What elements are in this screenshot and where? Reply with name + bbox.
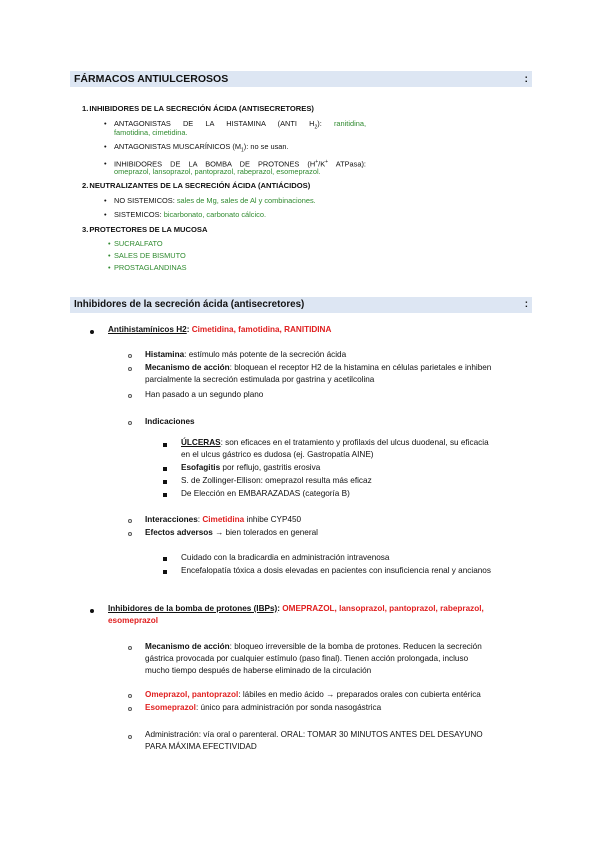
- antih2-segundo-plano: Han pasado a un segundo plano: [145, 390, 264, 399]
- bullet-square-icon: [163, 443, 167, 447]
- ibp-administracion: Administración: vía oral o parenteral. ORAL: TOMAR 30 MINUTOS ANTES DEL DESAYUNO: [145, 730, 483, 739]
- antih2-adversos: Efectos adversos → bien tolerados en general: [145, 528, 318, 537]
- outline-item-muscarinicos: • ANTAGONISTAS MUSCARÍNICOS $(M_1)$: no se usan.: [104, 142, 289, 154]
- bullet-circle-icon: [128, 707, 132, 711]
- bullet-circle-icon: [128, 367, 132, 371]
- bullet-square-icon: [163, 570, 167, 574]
- outline-item-anti-h2-drugs: famotidina, cimetidina.: [114, 128, 188, 137]
- bullet-circle-icon: [128, 394, 132, 398]
- ibp-mecanismo-cont: mucho tiempo después de haberse eliminado de la circulación: [145, 666, 372, 675]
- bullet-square-icon: [163, 467, 167, 471]
- section-title: FÁRMACOS ANTIULCEROSOS: [74, 73, 229, 85]
- outline-item-ibp: • INHIBIDORES DE LA BOMBA DE PROTONES (H+/K+ ATPasa):: [104, 159, 366, 169]
- bullet-square-icon: [163, 493, 167, 497]
- antih2-heading: Antihistamínicos H2: Cimetidina, famotidina, RANITIDINA: [108, 325, 332, 334]
- bullet-circle-icon: [128, 421, 132, 425]
- ibp-heading-cont: esomeprazol: [108, 616, 159, 625]
- list-item: • SALES DE BISMUTO: [108, 251, 186, 260]
- indicacion-ulceras-cont: en el ulcus gástrico es dudosa (ej. Gastropatía AINE): [181, 450, 374, 459]
- antih2-histamina: Histamina: estímulo más potente de la secreción ácida: [145, 350, 347, 359]
- bullet-circle-icon: [128, 735, 132, 739]
- antih2-mecanismo: Mecanismo de acción: bloquean el receptor H2 de la histamina en células parietales e inhiben: [145, 363, 492, 372]
- ibp-administracion-cont: PARA MÁXIMA EFECTIVIDAD: [145, 742, 257, 751]
- bullet-circle-icon: [128, 532, 132, 536]
- section-header-farmacos: [70, 71, 532, 87]
- outline-item-anti-h2: • ANTAGONISTAS DE LA HISTAMINA (ANTI $H_2$): ranitidina,: [104, 119, 366, 131]
- bullet-square-icon: [163, 480, 167, 484]
- outline-item-ibp-drugs: omeprazol, lansoprazol, pantoprazol, rabeprazol, esomeprazol.: [114, 167, 321, 176]
- ibp-esomeprazol: Esomeprazol: único para administración por sonda nasogástrica: [145, 703, 382, 712]
- indicacion-embarazadas: De Elección en EMBARAZADAS (categoría B): [181, 489, 350, 498]
- section-title: Inhibidores de la secreción ácida (antisecretores): [74, 299, 305, 310]
- adverso-bradicardia: Cuidado con la bradicardia en administración intravenosa: [181, 553, 390, 562]
- ibp-heading: Inhibidores de la bomba de protones (IBPs): OMEPRAZOL, lansoprazol, pantoprazol, rabeprazol,: [108, 604, 484, 613]
- section-colon: :: [524, 299, 528, 310]
- list-item: • PROSTAGLANDINAS: [108, 263, 187, 272]
- bullet-dot-icon: [90, 609, 94, 613]
- bullet-circle-icon: [128, 354, 132, 358]
- bullet-circle-icon: [128, 694, 132, 698]
- outline-item-no-sistemicos: • NO SISTEMICOS: sales de Mg, sales de Al y combinaciones.: [104, 196, 316, 205]
- ibp-mecanismo: Mecanismo de acción: bloqueo irreversible de la bomba de protones. Reducen la secreción: [145, 642, 482, 651]
- list-item: • SUCRALFATO: [108, 239, 163, 248]
- bullet-square-icon: [163, 557, 167, 561]
- ibp-omeprazol: Omeprazol, pantoprazol: lábiles en medio ácido → preparados orales con cubierta entérica: [145, 690, 481, 699]
- outline-item-sistemicos: • SISTEMICOS: bicarbonato, carbonato cálcico.: [104, 210, 267, 219]
- antih2-indicaciones: Indicaciones: [145, 417, 195, 426]
- indicacion-esofagitis: Esofagitis por reflujo, gastritis erosiva: [181, 463, 321, 472]
- indicacion-ulceras: ÚLCERAS: son eficaces en el tratamiento y profilaxis del ulcus duodenal, su eficacia: [181, 438, 489, 447]
- bullet-circle-icon: [128, 646, 132, 650]
- outline-heading-2: 2.NEUTRALIZANTES DE LA SECRECIÓN ÁCIDA (ANTIÁCIDOS): [82, 181, 311, 190]
- indicacion-zollinger: S. de Zollinger-Ellison: omeprazol resulta más eficaz: [181, 476, 372, 485]
- bullet-dot-icon: [90, 330, 94, 334]
- antih2-interacciones: Interacciones: Cimetidina inhibe CYP450: [145, 515, 302, 524]
- outline-heading-3: 3.PROTECTORES DE LA MUCOSA: [82, 225, 208, 234]
- section-colon: :: [524, 73, 528, 85]
- antih2-mecanismo-cont: parcialmente la secreción estimulada por gastrina y acetilcolina: [145, 375, 375, 384]
- section-header-antisecretores: [70, 297, 532, 313]
- outline-heading-1: 1.INHIBIDORES DE LA SECRECIÓN ÁCIDA (ANTISECRETORES): [82, 104, 314, 113]
- bullet-circle-icon: [128, 519, 132, 523]
- ibp-mecanismo-cont: gástrica provocada por cualquier estímulo (paso final). Tienen acción prolongada, incluso: [145, 654, 469, 663]
- adverso-encefalopatia: Encefalopatía tóxica a dosis elevadas en pacientes con insuficiencia renal y ancianos: [181, 566, 491, 575]
